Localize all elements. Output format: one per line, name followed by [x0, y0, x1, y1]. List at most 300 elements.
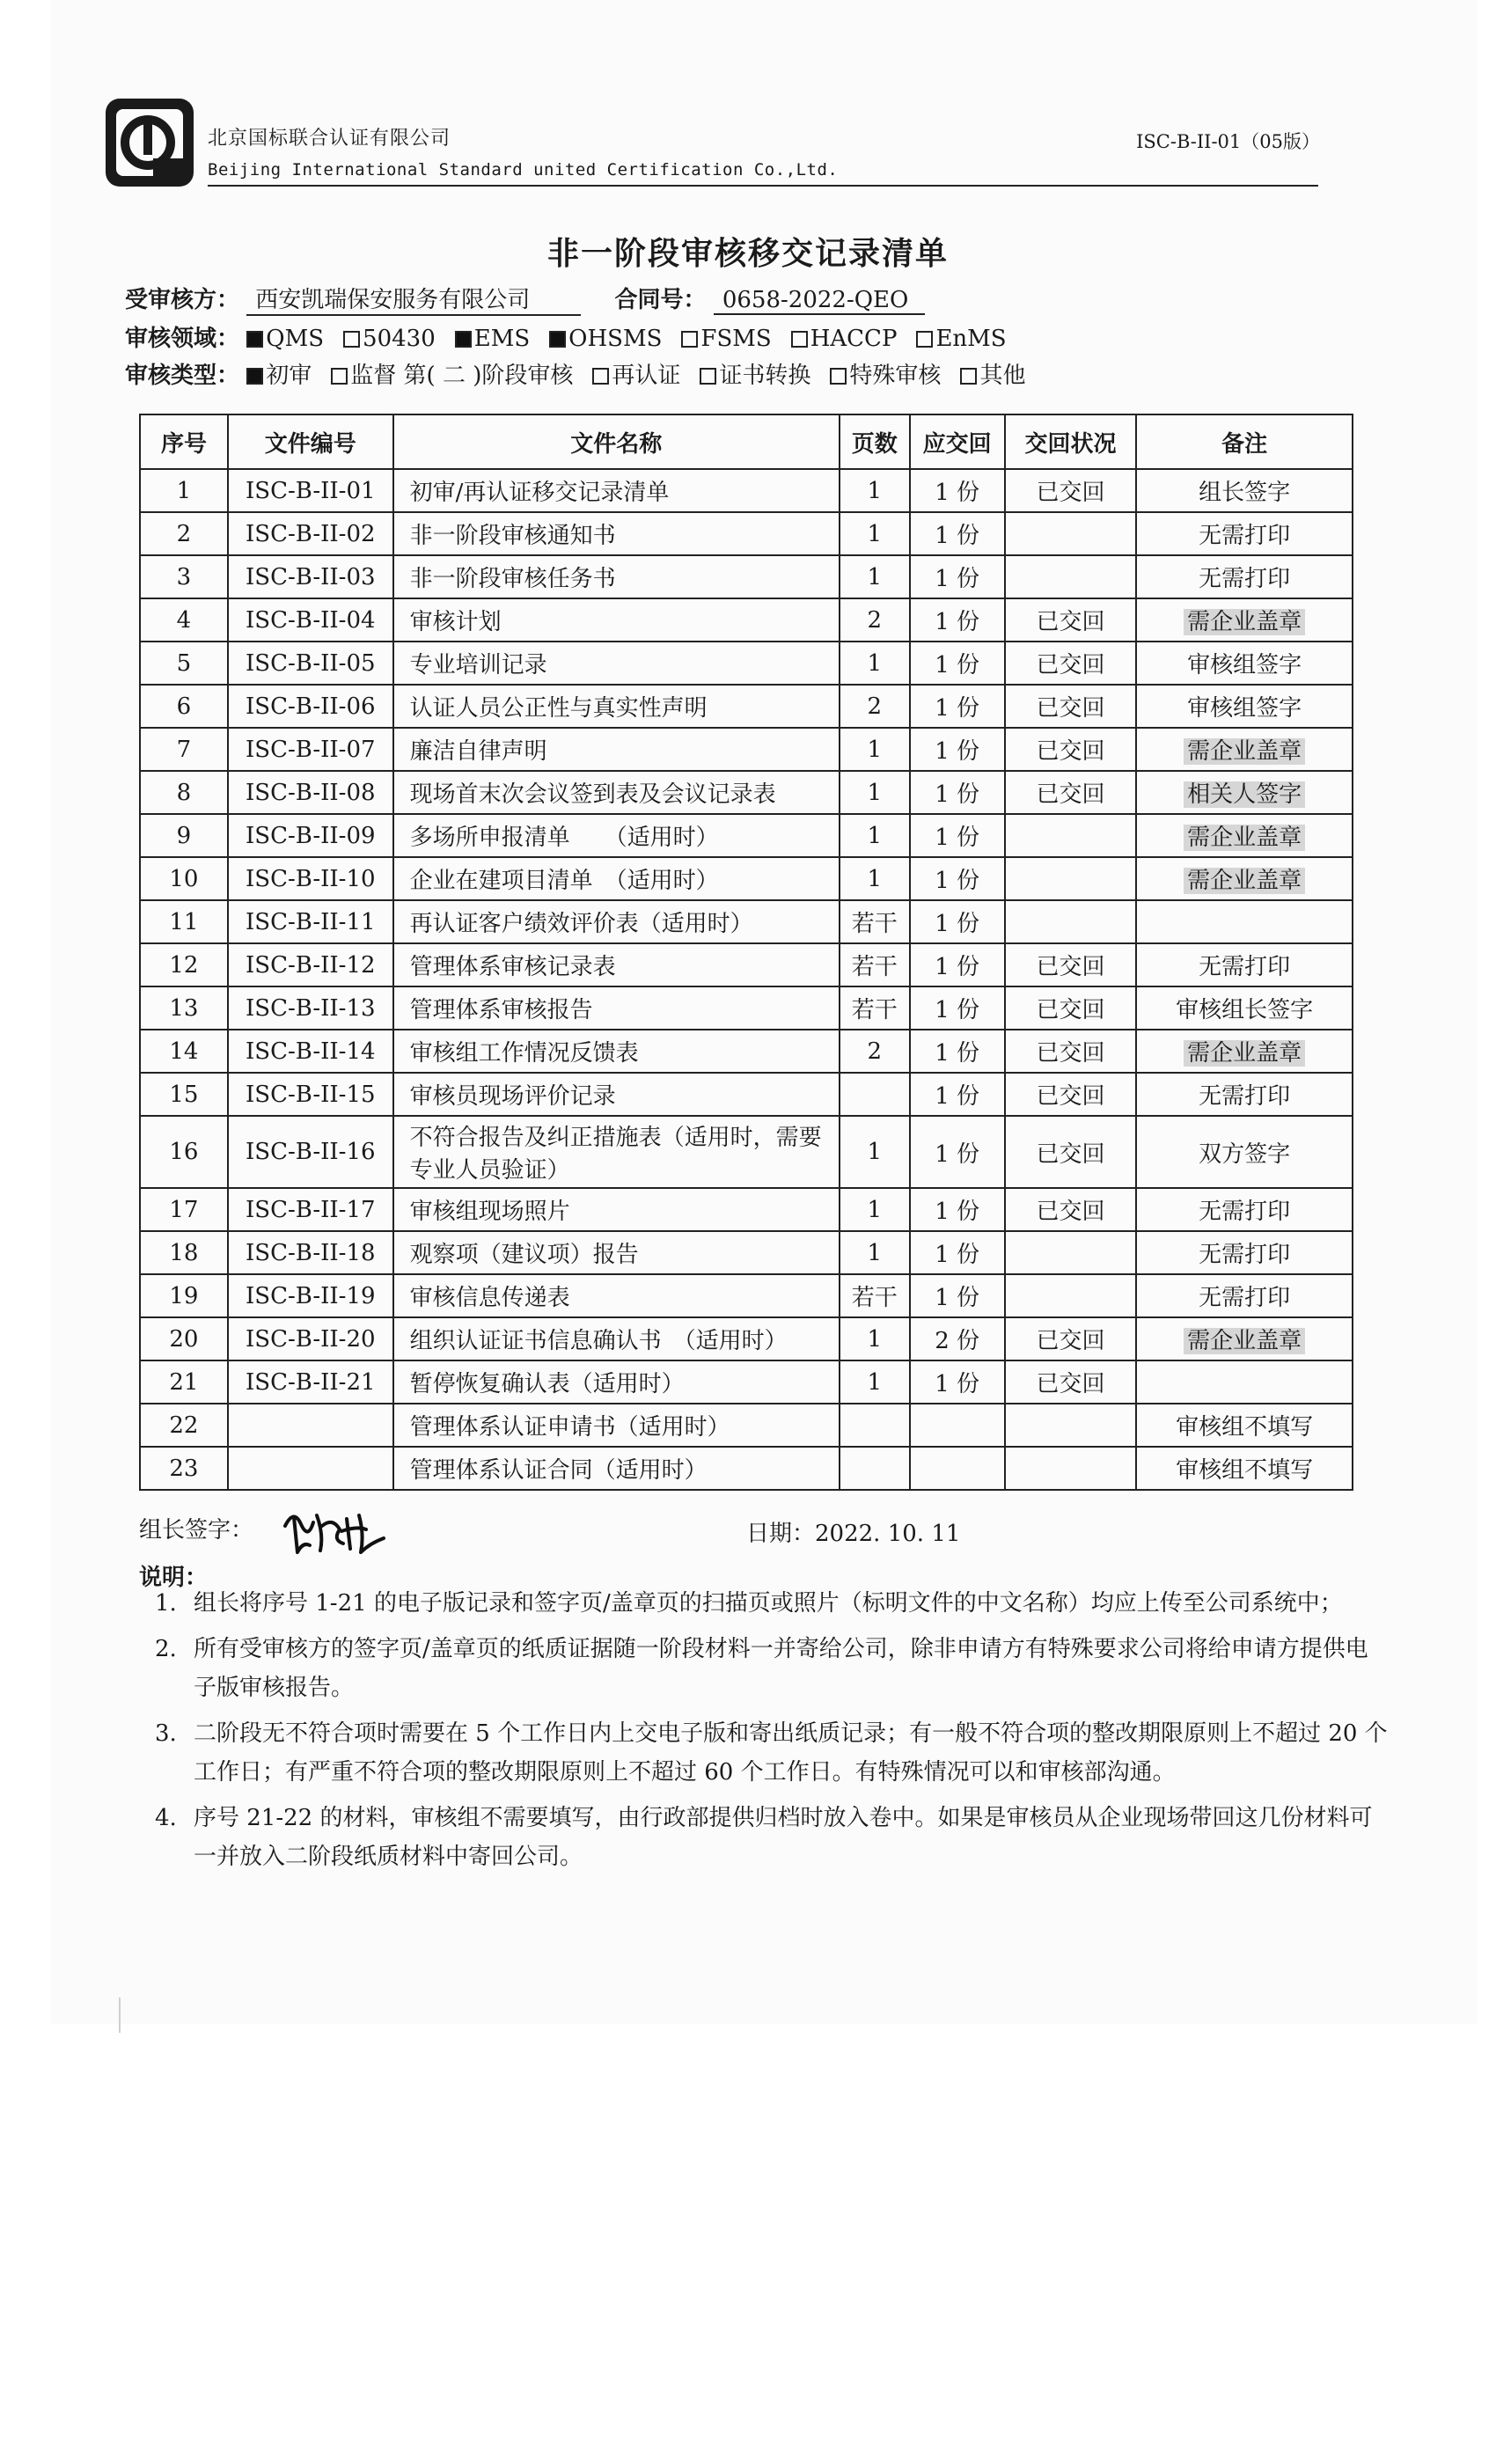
cell-code — [228, 1404, 393, 1447]
cell-no — [140, 1116, 228, 1188]
cell-code — [228, 469, 393, 512]
note-item: 1. 组长将序号 1-21 的电子版记录和签字页/盖章页的扫描页或照片（标明文件的中文名称）均应上传至公司系统中； — [155, 1590, 1343, 1617]
checked-box-icon — [246, 368, 263, 385]
audit-type-option-label: 再认证 — [612, 363, 681, 389]
cell-status-text: 已交回 — [1036, 1199, 1105, 1225]
cell-name-text: 认证人员公正性与真实性声明 — [409, 695, 708, 722]
leader-signature-label: 组长签字： — [139, 1517, 254, 1544]
cell-pages — [840, 1404, 910, 1447]
cell-name — [393, 1030, 840, 1073]
cell-status-text: 已交回 — [1036, 1140, 1105, 1168]
cell-status — [1005, 1030, 1137, 1073]
checkbox-icon — [681, 331, 698, 348]
cell-status-text: 已交回 — [1036, 997, 1105, 1023]
cell-no — [140, 1447, 228, 1490]
cell-name-text: 审核计划 — [409, 609, 502, 635]
cell-code-text: ISC-B-II-11 — [246, 908, 376, 935]
cell-note-text: 审核组不填写 — [1176, 1414, 1314, 1441]
cell-name — [393, 512, 840, 555]
cell-copies — [910, 771, 1005, 814]
cell-no — [140, 814, 228, 857]
cell-note-text: 需企业盖章 — [1184, 868, 1305, 894]
cell-code-text: ISC-B-II-02 — [246, 520, 376, 547]
audit-type-option-label: 初审 — [266, 363, 312, 389]
page-title: 非一阶段审核移交记录清单 — [546, 235, 949, 272]
audit-type-option-label: 其他 — [979, 363, 1026, 389]
cell-status-text: 已交回 — [1036, 954, 1105, 980]
cell-pages — [840, 771, 910, 814]
cell-pages — [840, 1116, 910, 1188]
audit-type-option — [960, 357, 1025, 390]
cell-code — [228, 598, 393, 642]
cell-name-text: 观察项（建议项）报告 — [409, 1242, 639, 1268]
cell-status — [1005, 1188, 1137, 1231]
audit-type-label: 审核类型： — [125, 363, 240, 389]
cell-note-text: 审核组签字 — [1187, 652, 1302, 678]
cell-no — [140, 555, 228, 598]
audit-field-option — [681, 326, 771, 352]
cell-code-text: ISC-B-II-16 — [246, 1139, 376, 1165]
audit-field-option-label: OHSMS — [568, 326, 663, 352]
table-row — [140, 512, 1353, 555]
cell-pages — [840, 986, 910, 1030]
audit-type-option — [592, 357, 680, 390]
cell-code — [228, 900, 393, 943]
cell-copies-text: 1 份 — [935, 1242, 980, 1268]
cell-pages-text: 1 — [867, 1368, 883, 1396]
cell-note — [1136, 771, 1353, 814]
cell-code — [228, 512, 393, 555]
audit-field-option-label: HACCP — [810, 326, 898, 352]
cell-code — [228, 1116, 393, 1188]
cell-no-text: 19 — [169, 1282, 199, 1309]
audit-type-line — [125, 357, 1045, 390]
cell-copies-text: 1 份 — [935, 1040, 980, 1067]
audit-fields-label: 审核领域： — [125, 326, 240, 352]
cell-name-text: 暂停恢复确认表（适用时） — [409, 1371, 685, 1397]
cell-pages-text: 1 — [867, 1196, 883, 1223]
header-status: 交回状况 — [1005, 414, 1137, 469]
cell-pages-text: 1 — [867, 1139, 883, 1165]
cell-copies — [910, 1360, 1005, 1404]
cell-copies-text: 1 份 — [935, 954, 980, 980]
header-name: 文件名称 — [393, 414, 840, 469]
cell-status-text: 已交回 — [1036, 1040, 1105, 1067]
cell-name — [393, 1360, 840, 1404]
cell-copies-text: 1 份 — [935, 1140, 980, 1168]
cell-name-text: 初审/再认证移交记录清单 — [409, 480, 670, 506]
cell-name — [393, 1188, 840, 1231]
cell-pages — [840, 728, 910, 771]
cell-pages-text: 1 — [867, 520, 883, 547]
cell-code — [228, 1447, 393, 1490]
cell-copies — [910, 598, 1005, 642]
cell-note-text: 需企业盖章 — [1184, 738, 1305, 765]
cell-copies-text: 2 份 — [935, 1328, 980, 1354]
cell-code — [228, 685, 393, 728]
audit-type-option — [700, 357, 810, 390]
table-row — [140, 1404, 1353, 1447]
cell-pages — [840, 1073, 910, 1116]
checkbox-icon — [830, 368, 847, 385]
note-text: 所有受审核方的签字页/盖章页的纸质证据随一阶段材料一并寄给公司，除非申请方有特殊要求公司将给申请方提供电子版审核报告。 — [194, 1636, 1368, 1701]
cell-status-text: 已交回 — [1036, 1083, 1105, 1110]
cell-status-text: 已交回 — [1036, 738, 1105, 765]
cell-no-text: 12 — [169, 951, 199, 979]
cell-no-text: 5 — [176, 649, 192, 677]
cell-pages-text: 1 — [867, 822, 883, 849]
cell-note-text: 无需打印 — [1199, 1285, 1291, 1311]
audit-type-option-label: 特殊审核 — [849, 363, 942, 389]
cell-no-text: 2 — [176, 520, 192, 547]
table-body — [140, 469, 1353, 1490]
audit-fields-line — [125, 320, 1026, 353]
table-row — [140, 1274, 1353, 1317]
cell-note — [1136, 1116, 1353, 1188]
cell-copies — [910, 642, 1005, 685]
notes-list — [139, 1584, 1389, 1883]
cell-code — [228, 857, 393, 900]
cell-code — [228, 728, 393, 771]
cell-copies-text: 1 份 — [935, 911, 980, 937]
cell-no-text: 14 — [169, 1038, 199, 1065]
cell-note — [1136, 1360, 1353, 1404]
cell-code — [228, 943, 393, 986]
cell-status — [1005, 642, 1137, 685]
cell-status-text: 已交回 — [1036, 1328, 1105, 1354]
cell-copies — [910, 1404, 1005, 1447]
cell-no-text: 21 — [169, 1368, 199, 1396]
date-row — [746, 1515, 960, 1548]
cell-note — [1136, 1404, 1353, 1447]
cell-pages — [840, 1274, 910, 1317]
cell-copies-text: 1 份 — [935, 695, 980, 722]
cell-pages-text: 若干 — [851, 997, 898, 1023]
company-logo-icon — [104, 97, 195, 188]
cell-copies-text: 1 份 — [935, 1285, 980, 1311]
cell-name-text: 多场所申报清单 （适用时） — [409, 825, 719, 851]
cell-no — [140, 685, 228, 728]
table-header-row — [140, 414, 1353, 469]
cell-name-text: 审核信息传递表 — [409, 1285, 570, 1311]
cell-pages-text: 1 — [867, 563, 883, 590]
cell-pages — [840, 1231, 910, 1274]
note-item: 4. 序号 21-22 的材料，审核组不需要填写，由行政部提供归档时放入卷中。如果是审核员从企业现场带回这几份材料可一并放入二阶段纸质材料中寄回公司。 — [155, 1805, 1373, 1870]
cell-no — [140, 1360, 228, 1404]
cell-no-text: 13 — [169, 994, 199, 1022]
table-row — [140, 986, 1353, 1030]
cell-name — [393, 1116, 840, 1188]
header-pages: 页数 — [840, 414, 910, 469]
cell-code — [228, 642, 393, 685]
cell-code-text: ISC-B-II-19 — [246, 1282, 376, 1309]
cell-name — [393, 469, 840, 512]
cell-no — [140, 1073, 228, 1116]
cell-code-text: ISC-B-II-07 — [246, 736, 376, 763]
cell-copies — [910, 986, 1005, 1030]
cell-copies — [910, 943, 1005, 986]
table-row — [140, 1073, 1353, 1116]
cell-note-text: 组长签字 — [1199, 480, 1291, 506]
cell-code — [228, 1274, 393, 1317]
table-row — [140, 1317, 1353, 1360]
cell-pages — [840, 685, 910, 728]
cell-status — [1005, 857, 1137, 900]
cell-status — [1005, 1317, 1137, 1360]
table-row — [140, 728, 1353, 771]
cell-status — [1005, 728, 1137, 771]
cell-status — [1005, 900, 1137, 943]
cell-name — [393, 900, 840, 943]
cell-copies — [910, 900, 1005, 943]
header-note: 备注 — [1136, 414, 1353, 469]
cell-note-text: 无需打印 — [1199, 1242, 1291, 1268]
table-row — [140, 1360, 1353, 1404]
cell-pages-text: 1 — [867, 779, 883, 806]
cell-no — [140, 598, 228, 642]
cell-name — [393, 943, 840, 986]
cell-copies — [910, 814, 1005, 857]
cell-no-text: 16 — [169, 1139, 199, 1165]
cell-status-text: 已交回 — [1036, 480, 1105, 506]
cell-no-text: 8 — [176, 779, 192, 806]
client-label: 受审核方： — [125, 287, 240, 313]
cell-note-text: 审核组长签字 — [1176, 997, 1314, 1023]
cell-copies — [910, 857, 1005, 900]
cell-note — [1136, 857, 1353, 900]
checked-box-icon — [246, 331, 263, 348]
cell-no-text: 4 — [176, 606, 192, 634]
cell-code-text: ISC-B-II-13 — [246, 994, 376, 1022]
cell-code-text: ISC-B-II-21 — [246, 1368, 376, 1396]
cell-pages-text: 2 — [867, 693, 883, 720]
cell-note — [1136, 1274, 1353, 1317]
checkbox-icon — [791, 331, 808, 348]
cell-no-text: 22 — [169, 1412, 199, 1439]
contract-label: 合同号： — [614, 287, 707, 313]
cell-no — [140, 857, 228, 900]
cell-status-text: 已交回 — [1036, 609, 1105, 635]
cell-note — [1136, 1447, 1353, 1490]
cell-copies-text: 1 份 — [935, 781, 980, 808]
cell-copies-text: 1 份 — [935, 1371, 980, 1397]
audit-type-option-label: 监督 第( 二 )阶段审核 — [350, 363, 574, 389]
cell-copies — [910, 1317, 1005, 1360]
cell-no-text: 6 — [176, 693, 192, 720]
cell-code-text: ISC-B-II-17 — [246, 1196, 376, 1223]
cell-status — [1005, 469, 1137, 512]
cell-copies-text: 1 份 — [935, 609, 980, 635]
cell-code-text: ISC-B-II-08 — [246, 779, 376, 806]
table-row — [140, 857, 1353, 900]
cell-name — [393, 814, 840, 857]
cell-copies — [910, 685, 1005, 728]
cell-copies — [910, 1116, 1005, 1188]
cell-name-text: 企业在建项目清单 （适用时） — [409, 868, 719, 894]
cell-no — [140, 1404, 228, 1447]
cell-note — [1136, 943, 1353, 986]
cell-note — [1136, 555, 1353, 598]
cell-pages — [840, 814, 910, 857]
cell-name — [393, 598, 840, 642]
cell-name-text: 非一阶段审核通知书 — [409, 523, 616, 549]
audit-field-option-label: 50430 — [363, 326, 436, 352]
cell-no-text: 9 — [176, 822, 192, 849]
cell-name — [393, 986, 840, 1030]
cell-pages-text: 1 — [867, 865, 883, 892]
cell-copies — [910, 1030, 1005, 1073]
company-name-cn: 北京国标联合认证有限公司 — [208, 128, 451, 150]
cell-no — [140, 1188, 228, 1231]
cell-no — [140, 1317, 228, 1360]
cell-no — [140, 469, 228, 512]
cell-note — [1136, 1188, 1353, 1231]
cell-name — [393, 685, 840, 728]
cell-pages — [840, 512, 910, 555]
cell-pages — [840, 1188, 910, 1231]
audit-field-option-label: FSMS — [700, 326, 772, 352]
cell-pages — [840, 1447, 910, 1490]
cell-code — [228, 1188, 393, 1231]
cell-copies-text: 1 份 — [935, 868, 980, 894]
cell-no-text: 7 — [176, 736, 192, 763]
audit-field-option — [916, 326, 1006, 352]
cell-no-text: 20 — [169, 1325, 199, 1353]
cell-status-text: 已交回 — [1036, 1371, 1105, 1397]
cell-name-text: 组织认证证书信息确认书 （适用时） — [409, 1328, 788, 1354]
cell-note — [1136, 900, 1353, 943]
cell-code-text: ISC-B-II-06 — [246, 693, 376, 720]
cell-note-text: 需企业盖章 — [1184, 1328, 1305, 1354]
paper-crease — [119, 1998, 121, 2033]
cell-no — [140, 642, 228, 685]
cell-note — [1136, 512, 1353, 555]
leader-handwritten-signature-icon — [278, 1500, 392, 1561]
cell-pages — [840, 598, 910, 642]
table-row — [140, 900, 1353, 943]
table-row — [140, 1030, 1353, 1073]
cell-name — [393, 1447, 840, 1490]
cell-note-text: 无需打印 — [1199, 1199, 1291, 1225]
header-code: 文件编号 — [228, 414, 393, 469]
cell-copies — [910, 728, 1005, 771]
cell-code — [228, 1231, 393, 1274]
header-divider — [208, 185, 1318, 187]
cell-note-text: 无需打印 — [1199, 523, 1291, 549]
cell-note — [1136, 1231, 1353, 1274]
cell-pages — [840, 900, 910, 943]
cell-no-text: 23 — [169, 1455, 199, 1482]
cell-name-text: 管理体系认证申请书（适用时） — [409, 1414, 730, 1441]
cell-copies-text: 1 份 — [935, 1199, 980, 1225]
cell-note — [1136, 642, 1353, 685]
cell-name — [393, 555, 840, 598]
cell-no-text: 1 — [176, 477, 192, 504]
cell-no — [140, 986, 228, 1030]
cell-code — [228, 771, 393, 814]
cell-no-text: 18 — [169, 1239, 199, 1266]
checkbox-icon — [331, 368, 348, 385]
cell-copies-text: 1 份 — [935, 1083, 980, 1110]
document-code: ISC-B-II-01（05版） — [1136, 131, 1320, 152]
cell-pages — [840, 943, 910, 986]
cell-status — [1005, 1231, 1137, 1274]
cell-no — [140, 943, 228, 986]
cell-note — [1136, 728, 1353, 771]
checkbox-icon — [700, 368, 716, 385]
table-row — [140, 1188, 1353, 1231]
cell-pages — [840, 469, 910, 512]
header-copies: 应交回 — [910, 414, 1005, 469]
cell-note — [1136, 1030, 1353, 1073]
cell-code-text: ISC-B-II-12 — [246, 951, 376, 979]
cell-note-text: 双方签字 — [1199, 1140, 1291, 1168]
cell-code-text: ISC-B-II-01 — [246, 477, 376, 504]
table-row — [140, 642, 1353, 685]
cell-no — [140, 512, 228, 555]
checked-box-icon — [549, 331, 566, 348]
cell-copies-text: 1 份 — [935, 566, 980, 592]
client-line — [125, 282, 951, 316]
cell-code-text: ISC-B-II-20 — [246, 1325, 376, 1353]
cell-name-text: 审核组现场照片 — [409, 1199, 570, 1225]
table-row — [140, 469, 1353, 512]
cell-pages — [840, 1030, 910, 1073]
cell-pages-text: 1 — [867, 649, 883, 677]
cell-name — [393, 857, 840, 900]
cell-copies-text: 1 份 — [935, 997, 980, 1023]
cell-code-text: ISC-B-II-18 — [246, 1239, 376, 1266]
cell-name — [393, 1317, 840, 1360]
audit-fields-options — [246, 326, 1025, 352]
cell-no — [140, 1274, 228, 1317]
cell-name-text: 专业培训记录 — [409, 652, 547, 678]
cell-no-text: 15 — [169, 1081, 199, 1108]
cell-code-text: ISC-B-II-03 — [246, 563, 376, 590]
audit-field-option-label: QMS — [266, 326, 325, 352]
table-row — [140, 1116, 1353, 1188]
audit-type-option — [331, 357, 573, 390]
cell-note-text: 相关人签字 — [1184, 781, 1305, 808]
table-row — [140, 685, 1353, 728]
checkbox-icon — [916, 331, 933, 348]
cell-no-text: 10 — [169, 865, 199, 892]
cell-code — [228, 1073, 393, 1116]
cell-copies — [910, 512, 1005, 555]
cell-status — [1005, 1116, 1137, 1188]
cell-name-text: 管理体系审核记录表 — [409, 954, 616, 980]
cell-code — [228, 1360, 393, 1404]
cell-note-text: 无需打印 — [1199, 954, 1291, 980]
cell-pages — [840, 555, 910, 598]
cell-code — [228, 555, 393, 598]
cell-pages-text: 若干 — [851, 911, 898, 937]
note-text: 二阶段无不符合项时需要在 5 个工作日内上交电子版和寄出纸质记录；有一般不符合项的整改期限原则上不超过 20 个工作日；有严重不符合项的整改期限原则上不超过 60 个工作日。有特殊情况可以和审核部沟通。 — [194, 1720, 1388, 1786]
cell-code-text: ISC-B-II-09 — [246, 822, 376, 849]
audit-type-options — [246, 363, 1045, 389]
cell-copies-text: 1 份 — [935, 825, 980, 851]
cell-note — [1136, 1073, 1353, 1116]
cell-name — [393, 1073, 840, 1116]
cell-note-text: 审核组不填写 — [1176, 1457, 1314, 1484]
cell-pages-text: 若干 — [851, 954, 898, 980]
cell-copies — [910, 1073, 1005, 1116]
cell-note — [1136, 814, 1353, 857]
table-row — [140, 814, 1353, 857]
note-item: 2. 所有受审核方的签字页/盖章页的纸质证据随一阶段材料一并寄给公司，除非申请方有特殊要求公司将给申请方提供电子版审核报告。 — [155, 1636, 1368, 1701]
checked-box-icon — [455, 331, 472, 348]
cell-copies-text: 1 份 — [935, 652, 980, 678]
